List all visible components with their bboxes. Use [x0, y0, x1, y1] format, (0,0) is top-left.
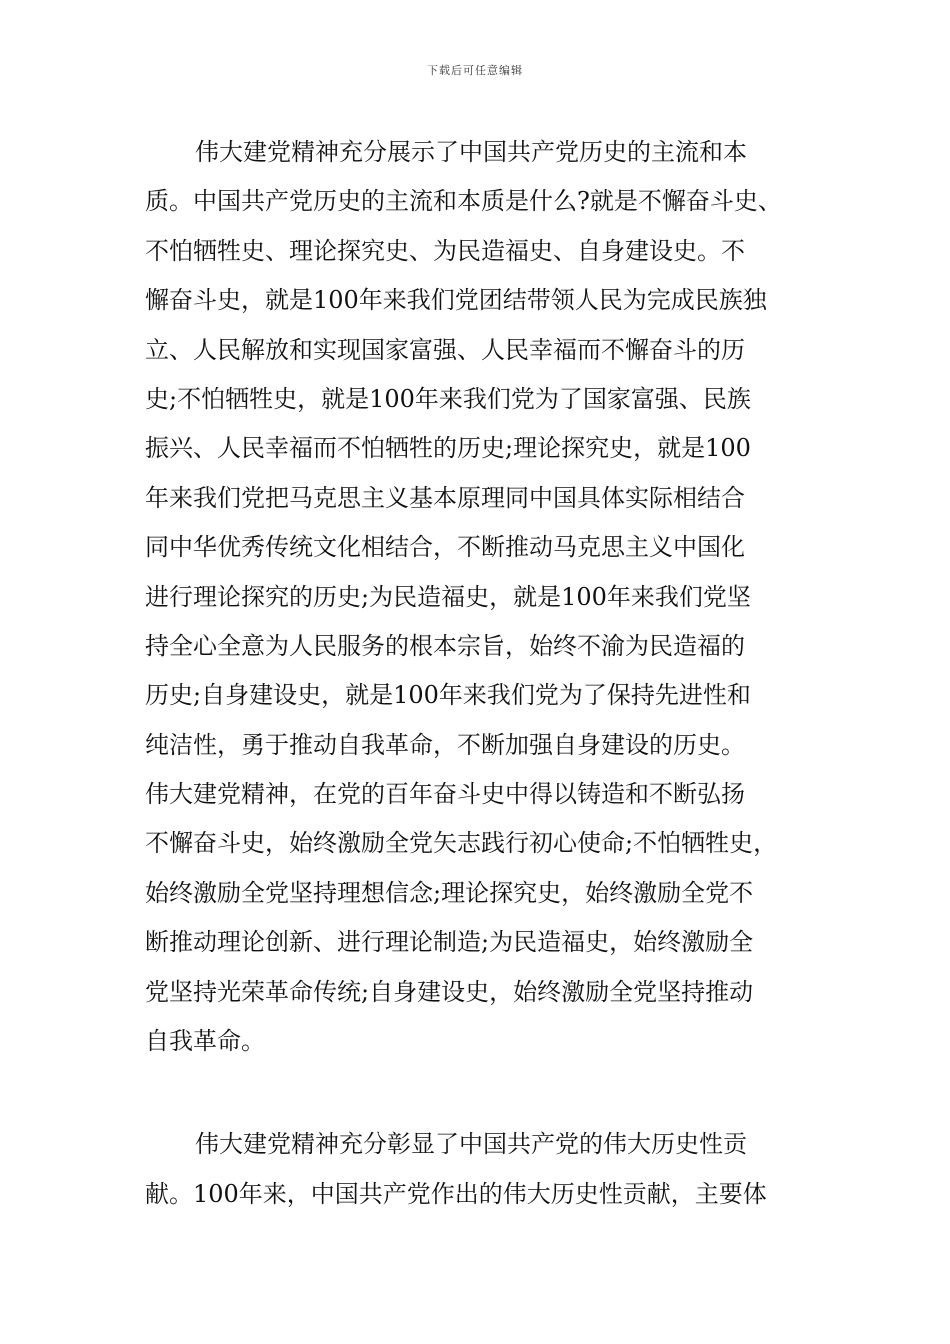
paragraph-line: 同中华优秀传统文化相结合，不断推动马克思主义中国化 — [145, 533, 745, 562]
paragraph-line: 不怕牺牲史、理论探究史、为民造福史、自身建设史。不 — [145, 236, 745, 265]
paragraph-line: 自我革命。 — [145, 1027, 265, 1056]
document-body — [145, 128, 810, 1219]
paragraph-line: 懈奋斗史，就是100年来我们党团结带领人民为完成民族独 — [145, 286, 767, 315]
paragraph-1 — [145, 128, 810, 1066]
paragraph-line: 历史;自身建设史，就是100年来我们党为了保持先进性和 — [145, 681, 751, 710]
paragraph-2 — [145, 1120, 810, 1219]
paragraph-line: 持全心全意为人民服务的根本宗旨，始终不渝为民造福的 — [145, 631, 745, 660]
paragraph-line: 伟大建党精神充分展示了中国共产党历史的主流和本 — [195, 138, 747, 166]
paragraph-line: 立、人民解放和实现国家富强、人民幸福而不懈奋斗的历 — [145, 335, 745, 364]
paragraph-line: 振兴、人民幸福而不怕牺牲的历史;理论探究史，就是100 — [145, 434, 751, 463]
page-header-note: 下载后可任意编辑 — [427, 64, 523, 77]
paragraph-line: 伟大建党精神，在党的百年奋斗史中得以铸造和不断弘扬 — [145, 780, 745, 809]
paragraph-line: 年来我们党把马克思主义基本原理同中国具体实际相结合 — [145, 483, 745, 512]
paragraph-line: 断推动理论创新、进行理论制造;为民造福史，始终激励全 — [145, 928, 754, 957]
paragraph-line: 史;不怕牺牲史，就是100年来我们党为了国家富强、民族 — [145, 384, 751, 413]
paragraph-line: 质。中国共产党历史的主流和本质是什么?就是不懈奋斗史、 — [145, 187, 782, 216]
paragraph-line: 进行理论探究的历史;为民造福史，就是100年来我们党坚 — [145, 582, 751, 611]
paragraph-line: 党坚持光荣革命传统;自身建设史，始终激励全党坚持推动 — [145, 977, 754, 1006]
paragraph-line: 献。100年来，中国共产党作出的伟大历史性贡献，主要体 — [145, 1179, 767, 1208]
paragraph-line: 始终激励全党坚持理想信念;理论探究史，始终激励全党不 — [145, 878, 754, 907]
paragraph-line: 纯洁性，勇于推动自我革命，不断加强自身建设的历史。 — [145, 730, 745, 759]
paragraph-line: 不懈奋斗史，始终激励全党矢志践行初心使命;不怕牺牲史， — [145, 829, 778, 858]
paragraph-line: 伟大建党精神充分彰显了中国共产党的伟大历史性贡 — [195, 1130, 747, 1159]
paragraph-spacer — [145, 1066, 810, 1120]
